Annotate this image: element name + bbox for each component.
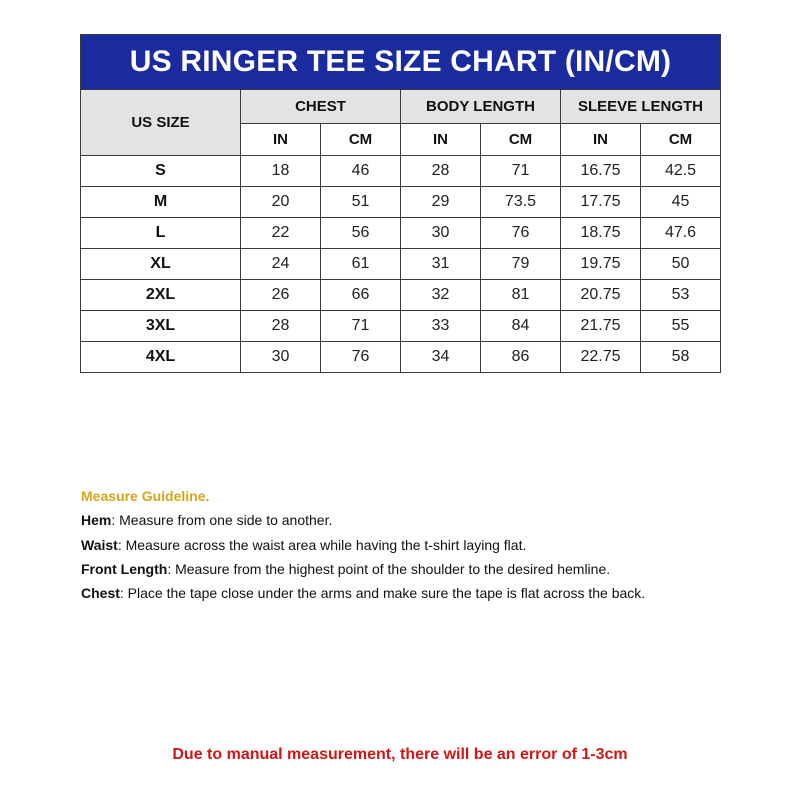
- chart-title: US RINGER TEE SIZE CHART (IN/CM): [81, 35, 721, 90]
- guideline-item: [81, 581, 645, 605]
- measurement-cell: 56: [321, 218, 401, 249]
- measurement-cell: 73.5: [481, 187, 561, 218]
- guideline-item: [81, 557, 645, 581]
- measurement-cell: 46: [321, 156, 401, 187]
- unit-header: IN: [561, 124, 641, 156]
- measurement-cell: 22.75: [561, 342, 641, 373]
- measurement-cell: 18.75: [561, 218, 641, 249]
- table-row: [81, 311, 721, 342]
- measurement-cell: 28: [241, 311, 321, 342]
- measurement-cell: 61: [321, 249, 401, 280]
- table-row: [81, 280, 721, 311]
- measurement-cell: 20: [241, 187, 321, 218]
- unit-header: CM: [641, 124, 721, 156]
- table-row: [81, 342, 721, 373]
- measurement-cell: 34: [401, 342, 481, 373]
- measurement-cell: 86: [481, 342, 561, 373]
- measurement-cell: 22: [241, 218, 321, 249]
- measurement-cell: 17.75: [561, 187, 641, 218]
- measurement-cell: 21.75: [561, 311, 641, 342]
- guideline-term: Front Length: [81, 560, 168, 577]
- measurement-cell: 26: [241, 280, 321, 311]
- measurement-cell: 30: [241, 342, 321, 373]
- unit-header: CM: [321, 124, 401, 156]
- measurement-error-note: Due to manual measurement, there will be an error of 1-3cm: [172, 746, 628, 763]
- measurement-cell: 19.75: [561, 249, 641, 280]
- measurement-cell: 47.6: [641, 218, 721, 249]
- measurement-cell: 50: [641, 249, 721, 280]
- measurement-cell: 76: [481, 218, 561, 249]
- measurement-cell: 66: [321, 280, 401, 311]
- measurement-cell: 16.75: [561, 156, 641, 187]
- size-column-header: US SIZE: [81, 90, 241, 156]
- measure-guideline: [81, 484, 645, 605]
- measurement-cell: 31: [401, 249, 481, 280]
- measurement-cell: 28: [401, 156, 481, 187]
- size-cell: S: [81, 156, 241, 187]
- table-row: [81, 156, 721, 187]
- measurement-cell: 30: [401, 218, 481, 249]
- table-row: [81, 187, 721, 218]
- guideline-term: Chest: [81, 585, 120, 602]
- measurement-cell: 24: [241, 249, 321, 280]
- guideline-text: : Measure from the highest point of the shoulder to the desired hemline.: [167, 560, 611, 577]
- sleeve-length-header: SLEEVE LENGTH: [561, 90, 721, 124]
- unit-header: IN: [401, 124, 481, 156]
- size-cell: M: [81, 187, 241, 218]
- guideline-item: [81, 533, 645, 557]
- guideline-text: : Place the tape close under the arms and make sure the tape is flat across the back.: [119, 585, 646, 602]
- measurement-cell: 55: [641, 311, 721, 342]
- measurement-cell: 79: [481, 249, 561, 280]
- measurement-cell: 42.5: [641, 156, 721, 187]
- size-chart-table: [80, 34, 721, 373]
- unit-header: IN: [241, 124, 321, 156]
- measurement-cell: 71: [481, 156, 561, 187]
- guideline-title: Measure Guideline.: [81, 488, 210, 504]
- size-cell: 2XL: [81, 280, 241, 311]
- size-cell: 4XL: [81, 342, 241, 373]
- measurement-cell: 29: [401, 187, 481, 218]
- size-cell: XL: [81, 249, 241, 280]
- table-row: [81, 218, 721, 249]
- measurement-cell: 51: [321, 187, 401, 218]
- measurement-cell: 58: [641, 342, 721, 373]
- body-length-header: BODY LENGTH: [401, 90, 561, 124]
- size-cell: L: [81, 218, 241, 249]
- measurement-cell: 32: [401, 280, 481, 311]
- measurement-cell: 33: [401, 311, 481, 342]
- unit-header: CM: [481, 124, 561, 156]
- measurement-cell: 71: [321, 311, 401, 342]
- measurement-cell: 81: [481, 280, 561, 311]
- table-row: [81, 249, 721, 280]
- guideline-text: : Measure across the waist area while having the t-shirt laying flat.: [117, 536, 527, 553]
- measurement-cell: 20.75: [561, 280, 641, 311]
- size-cell: 3XL: [81, 311, 241, 342]
- guideline-text: : Measure from one side to another.: [111, 512, 333, 529]
- chart-body: [81, 156, 721, 373]
- measurement-cell: 76: [321, 342, 401, 373]
- guideline-term: Waist: [81, 536, 118, 553]
- chest-header: CHEST: [241, 90, 401, 124]
- measurement-cell: 45: [641, 187, 721, 218]
- measurement-cell: 18: [241, 156, 321, 187]
- guideline-term: Hem: [81, 512, 112, 529]
- measurement-cell: 84: [481, 311, 561, 342]
- guideline-item: [81, 508, 645, 532]
- measurement-cell: 53: [641, 280, 721, 311]
